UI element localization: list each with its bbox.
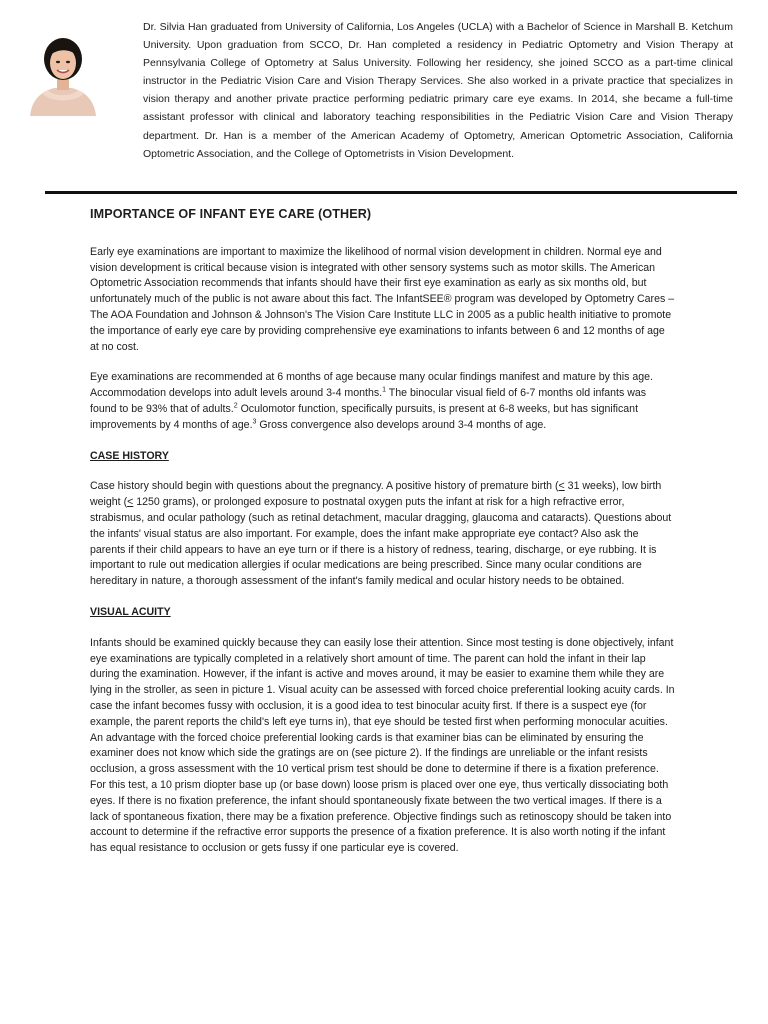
visual-acuity-heading: VISUAL ACUITY [90,605,171,618]
case-history-paragraph: Case history should begin with questions about the pregnancy. A positive history of premature birth (< 31 weeks), low birth weight (< 1250 grams), or prolonged exposure to postnatal oxygen puts the infant at risk for a high refractive error, strabismus, and ocular pathology (such as retinal detachment, macular dragging, glaucoma and cataracts). Questions about the infants' visual status are also important. For example, does the infant make appropriate eye contact? Also ask the parents if their child appears to have an eye turn or if there is a history of redness, tearing, discharge, or eye rubbing. It is important to rule out medication allergies if ocular medications are being prescribed. Since many ocular conditions are hereditary in nature, a thorough assessment of the infant's family medical and ocular history needs to be obtained. [90,480,672,588]
citation-1: 1 [382,386,386,394]
intro-paragraph-2: Eye examinations are recommended at 6 months of age because many ocular findings manifest and mature by this age. Accommodation develops into adult levels around 3-4 months.$^1$ The binocular visual field of 6-7 months old infants was found to be 93% that of adults.$^2$ Oculomotor function, specifically pursuits, is present at 6-8 weeks, but has significant improvements by 4 months of age.$^3$ Gross convergence also develops around 3-4 months of age. [90,371,653,431]
intro-paragraph-1: Early eye examinations are important to maximize the likelihood of normal vision development in children. Normal eye and vision development is critical because vision is integrated with other sensory systems such as motor skills. The American Optometric Association recommends that infants should have their first eye examination as early as six months old, but unfortunately much of the public is not aware about this fact. The InfantSEE® program was developed by Optometry Cares – The AOA Foundation and Johnson & Johnson's The Vision Care Institute LLC in 2005 as a public health initiative to promote the importance of early eye care by providing comprehensive eye examinations to infants between 6 and 12 months of age at no cost. [90,245,675,353]
case-history-heading: CASE HISTORY [90,449,169,462]
visual-acuity-paragraph: Infants should be examined quickly because they can easily lose their attention. Since most testing is done objectively, infant eye examinations are typically completed in a relatively short amount of time. The parent can hold the infant in their lap during the examination. However, if the infant is active and moves around, it may be easier to examine them while they are lying in the stroller, as seen in picture 1. Visual acuity can be assessed with forced choice preferential looking acuity cards. In case the infant becomes fussy with occlusion, it is a good idea to test binocular acuity first. If there is a suspect eye (for example, the parent reports the child's left eye turns in), that eye should be tested first when performing monocular acuities. An advantage with the forced choice preferential looking cards is that examiner bias can be eliminated by ensuring the examiner does not know which side the gratings are on (see picture 2). If the findings are unreliable or the infant resists occlusion, a gross assessment with the 10 vertical prism test should be done to determine if there is a fixation preference. For this test, a 10 prism diopter base up (or base down) loose prism is placed over one eye, thus vertically dissociating both eyes. If there is no fixation preference, the infant should spontaneously fixate between the two vertical images. If there is a lack of spontaneous fixation, there may be a fixation preference. Objective findings such as retinoscopy should be taken into account to determine if the refractive error supports the presence of a fixation preference. It is also worth noting if the infant has equal resistance to occlusion or gets fussy if one particular eye is covered. [90,636,675,855]
portrait-photo [24,33,102,116]
section-divider [45,191,737,194]
article-body [90,207,675,872]
article-title: IMPORTANCE OF INFANT EYE CARE (OTHER) [90,207,372,221]
citation-2: 2 [233,402,238,410]
citation-3: 3 [252,418,257,426]
author-bio: Dr. Silvia Han graduated from University of California, Los Angeles (UCLA) with a Bachelor of Science in Marshall B. Ketchum University. Upon graduation from SCCO, Dr. Han completed a residency in Pediatric Optometry and Vision Therapy at Pennsylvania College of Optometry at Salus University. Following her residency, she joined SCCO as a part-time clinical instructor in the Pediatric Vision Care and Vision Therapy Services. She also worked in a private practice that specializes in vision therapy and another private practice performing pediatric primary care eye exams. In 2014, she became a full-time assistant professor with clinical and laboratory teaching responsibilities in the Pediatric Vision Care and Vision Therapy department. Dr. Han is a member of the American Academy of Optometry, American Optometric Association, California Optometric Association, and the College of Optometrists in Vision Development. [143,21,733,160]
